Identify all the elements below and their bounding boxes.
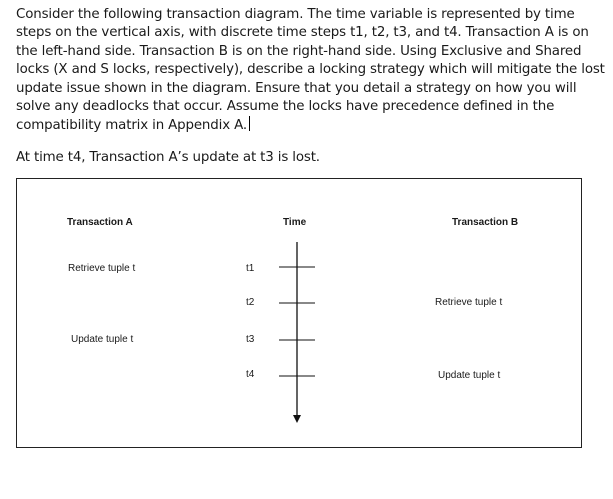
b-action-t4: Update tuple t — [438, 370, 501, 381]
b-action-t2: Retrieve tuple t — [435, 297, 503, 308]
question-body: Consider the following transaction diagram. The time variable is represented by time steps on the vertical axis, with discrete time steps t1, t2, t3, and t4. Transaction A is on the left-hand side. Transaction B is on the right-hand side. Using Exclusive and Shared locks (X and S locks, respectively), describe a locking strategy which will mitigate the lost update issue shown in the diagram. Ensure that you detail a strategy on how you will solve any deadlocks that occur. Assume the locks have precedence defined in the compatibility matrix in Appendix A. — [16, 7, 605, 134]
header-transaction-a: Transaction A — [67, 217, 133, 228]
header-time: Time — [283, 217, 307, 228]
lost-update-statement: At time t4, Transaction A’s update at t3 is lost. — [16, 150, 320, 165]
a-action-t1: Retrieve tuple t — [68, 263, 136, 274]
header-transaction-b: Transaction B — [452, 217, 519, 228]
time-label-t1: t1 — [246, 263, 255, 274]
text-cursor — [249, 116, 250, 131]
time-label-t4: t4 — [246, 369, 255, 380]
a-action-t3: Update tuple t — [71, 334, 134, 345]
time-label-t2: t2 — [246, 297, 255, 308]
time-axis-arrowhead — [293, 415, 301, 423]
transaction-diagram — [16, 178, 582, 448]
question-text — [16, 6, 606, 136]
time-label-t3: t3 — [246, 334, 255, 345]
